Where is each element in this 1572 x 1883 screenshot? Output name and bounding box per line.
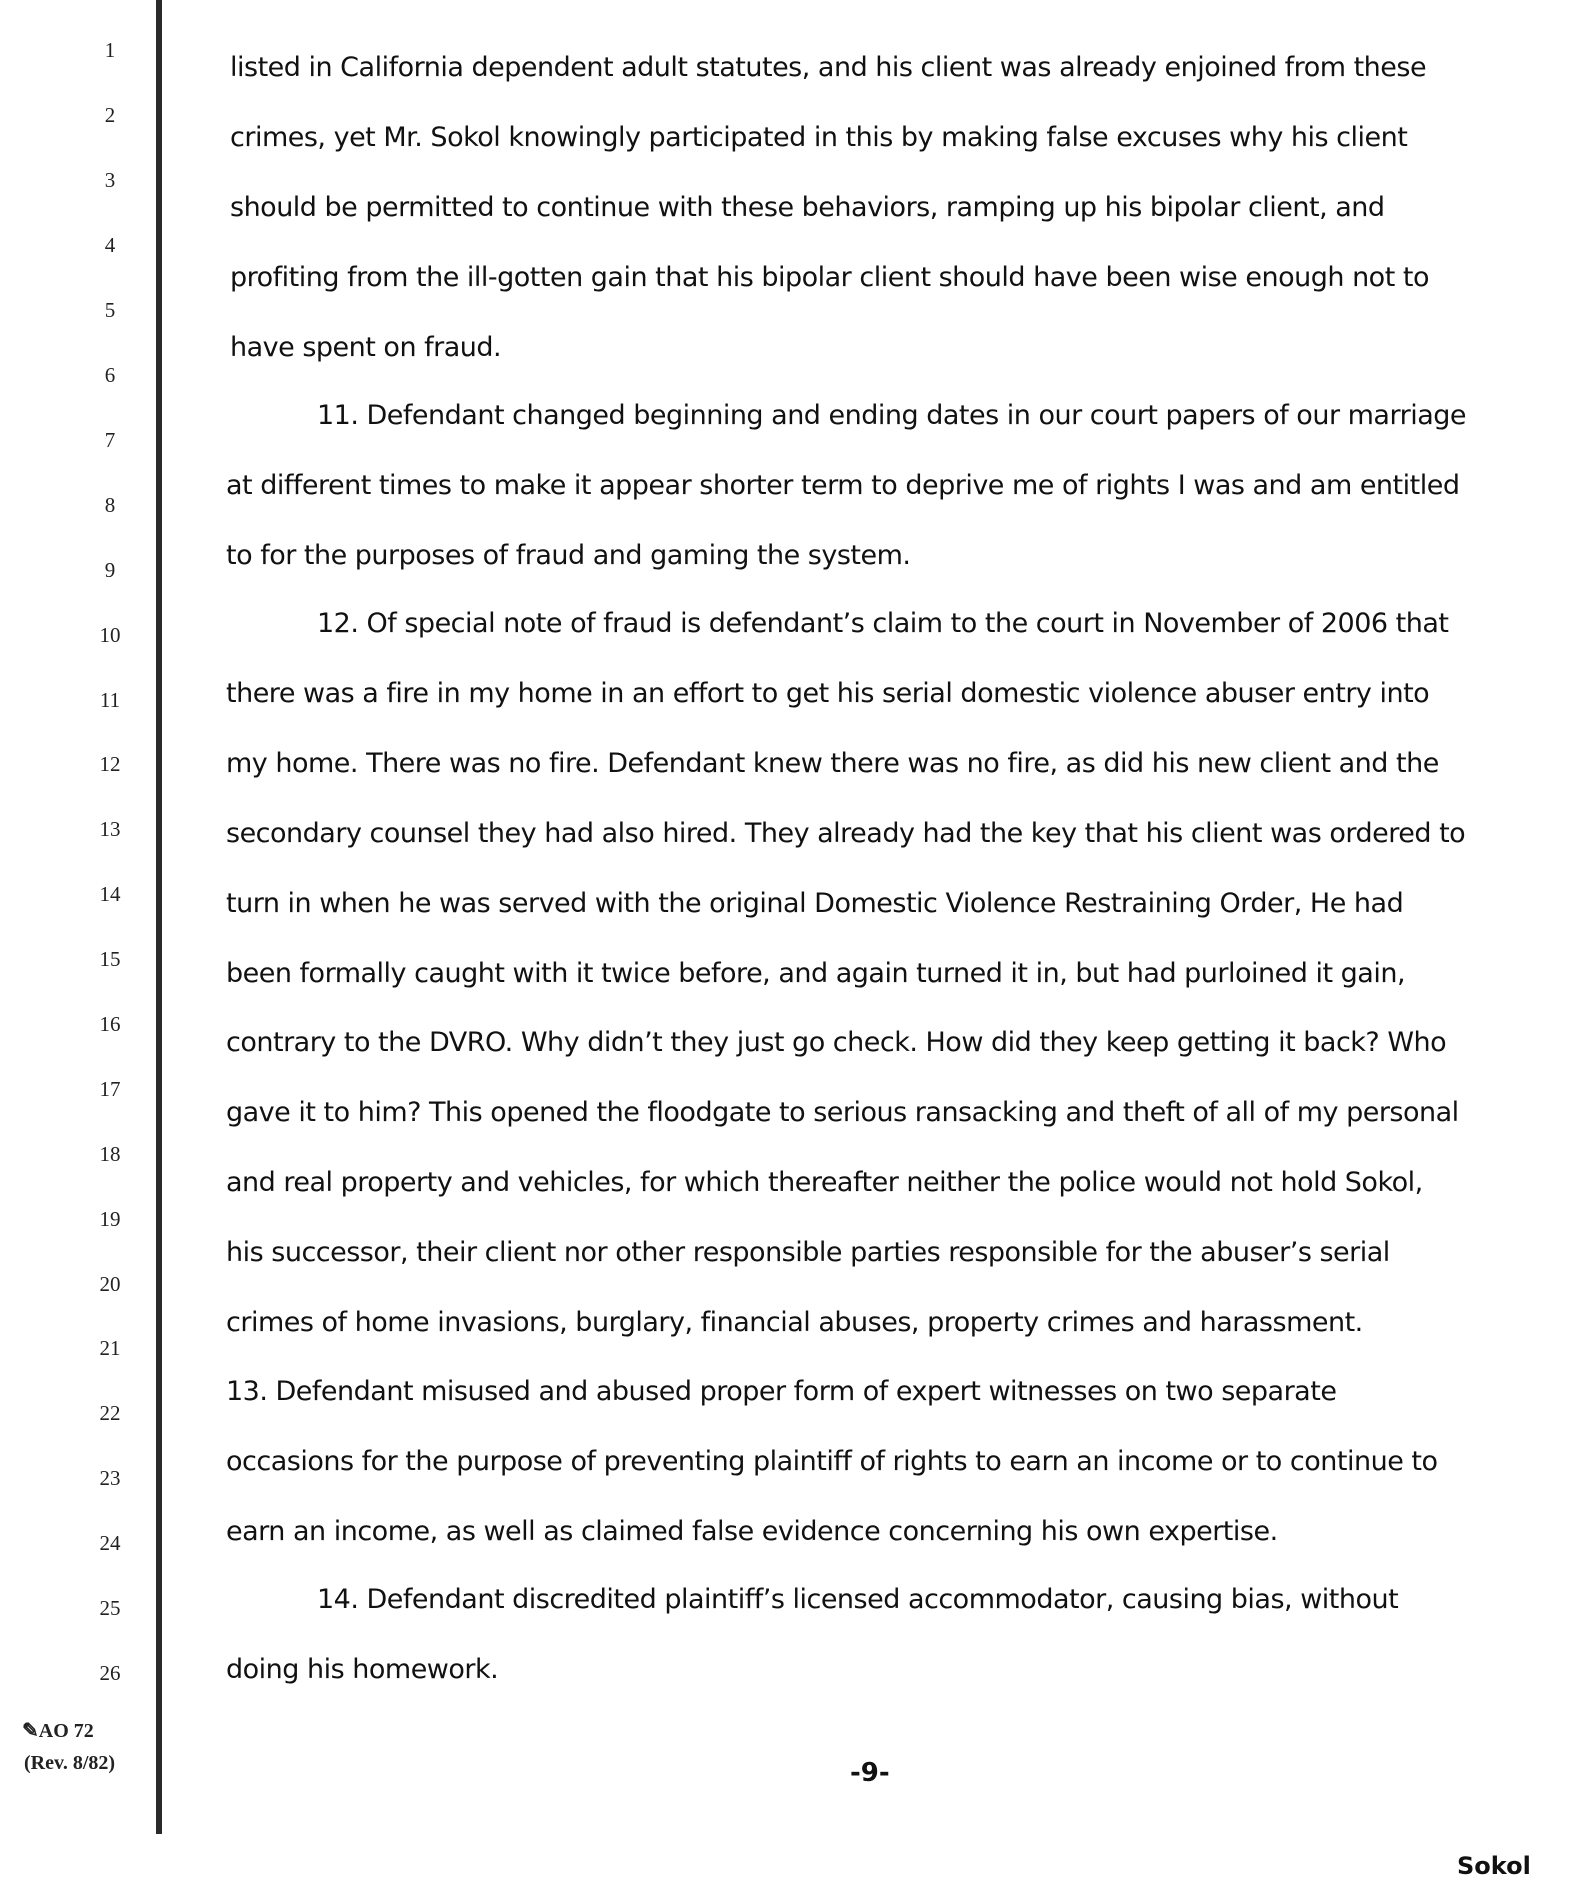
text-line: earn an income, as well as claimed false evidence concerning his own expertise. xyxy=(226,1516,1278,1547)
line-number: 1 xyxy=(104,38,116,62)
line-number: 7 xyxy=(104,428,116,452)
text-line: 14. Defendant discredited plaintiff’s licensed accommodator, causing bias, without xyxy=(317,1584,1399,1615)
line-number: 24 xyxy=(99,1531,121,1555)
line-number: 3 xyxy=(104,168,116,192)
line-number: 6 xyxy=(104,363,116,387)
page-number: -9- xyxy=(850,1758,890,1788)
line-number: 2 xyxy=(104,103,116,127)
line-number: 9 xyxy=(104,558,116,582)
line-number: 20 xyxy=(99,1272,121,1296)
line-number: 26 xyxy=(99,1661,121,1685)
text-line: crimes, yet Mr. Sokol knowingly participated in this by making false excuses why his client xyxy=(230,122,1408,153)
line-number: 14 xyxy=(99,882,121,906)
text-line: turn in when he was served with the original Domestic Violence Restraining Order, He had xyxy=(226,888,1404,919)
form-code: ✎AO 72 xyxy=(22,1720,94,1742)
line-number: 13 xyxy=(99,817,121,841)
line-number: 18 xyxy=(99,1142,121,1166)
text-line: have spent on fraud. xyxy=(230,332,502,363)
left-margin-rule xyxy=(156,0,162,1834)
text-line: at different times to make it appear shorter term to deprive me of rights I was and am entitled xyxy=(226,470,1460,501)
text-line: his successor, their client nor other responsible parties responsible for the abuser’s serial xyxy=(226,1237,1390,1268)
text-line: secondary counsel they had also hired. They already had the key that his client was ordered to xyxy=(226,818,1466,849)
text-line: 12. Of special note of fraud is defendant’s claim to the court in November of 2006 that xyxy=(317,608,1449,639)
line-number: 25 xyxy=(99,1596,121,1620)
text-line: crimes of home invasions, burglary, financial abuses, property crimes and harassment. xyxy=(226,1307,1363,1338)
text-line: profiting from the ill-gotten gain that his bipolar client should have been wise enough not to xyxy=(230,262,1429,293)
line-number: 12 xyxy=(99,752,121,776)
text-line: 13. Defendant misused and abused proper form of expert witnesses on two separate xyxy=(226,1376,1337,1407)
form-revision: (Rev. 8/82) xyxy=(24,1752,116,1774)
text-line: listed in California dependent adult statutes, and his client was already enjoined from these xyxy=(230,52,1427,83)
text-line: gave it to him? This opened the floodgate to serious ransacking and theft of all of my personal xyxy=(226,1097,1459,1128)
text-line: there was a fire in my home in an effort to get his serial domestic violence abuser entry into xyxy=(226,678,1430,709)
line-number: 16 xyxy=(99,1012,121,1036)
text-line: occasions for the purpose of preventing plaintiff of rights to earn an income or to continue to xyxy=(226,1446,1438,1477)
line-number: 19 xyxy=(99,1207,121,1231)
line-number: 15 xyxy=(99,947,121,971)
line-number: 21 xyxy=(99,1336,121,1360)
text-line: doing his homework. xyxy=(226,1654,499,1685)
text-line: 11. Defendant changed beginning and ending dates in our court papers of our marriage xyxy=(317,400,1466,431)
text-line: been formally caught with it twice before, and again turned it in, but had purloined it gain, xyxy=(226,958,1406,989)
line-number: 22 xyxy=(99,1401,121,1425)
footer-name: Sokol xyxy=(1457,1852,1531,1880)
text-line: and real property and vehicles, for which thereafter neither the police would not hold Sokol, xyxy=(226,1167,1423,1198)
text-line: my home. There was no fire. Defendant knew there was no fire, as did his new client and the xyxy=(226,748,1439,779)
line-number: 4 xyxy=(104,233,116,257)
line-number: 23 xyxy=(99,1466,121,1490)
line-number: 11 xyxy=(99,688,121,712)
text-line: to for the purposes of fraud and gaming the system. xyxy=(226,540,911,571)
line-number: 8 xyxy=(104,493,116,517)
line-number: 10 xyxy=(99,623,121,647)
line-number: 5 xyxy=(104,298,116,322)
text-line: contrary to the DVRO. Why didn’t they just go check. How did they keep getting it back? Who xyxy=(226,1027,1447,1058)
text-line: should be permitted to continue with these behaviors, ramping up his bipolar client, and xyxy=(230,192,1385,223)
line-number: 17 xyxy=(99,1077,121,1101)
